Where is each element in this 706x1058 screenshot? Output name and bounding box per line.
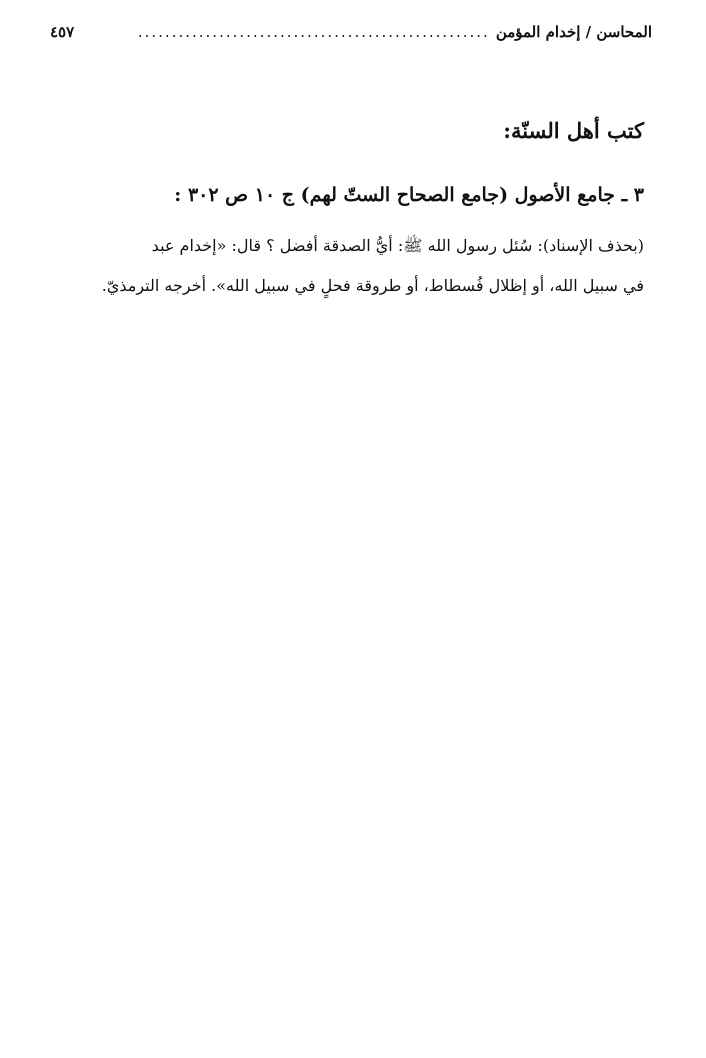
- body-line-1: (بحذف الإسناد): سُئل رسول الله ﷺ: أيُّ الصدقة أفضل ؟ قال: «إخدام عبد: [151, 236, 644, 255]
- reference-heading: ٣ ـ جامع الأصول (جامع الصحاح الستّ لهم) ج ١٠ ص ٣٠٢ :: [174, 184, 644, 206]
- running-header-leader-dots: ....................................................: [137, 23, 490, 41]
- body-paragraph: [54, 226, 644, 306]
- section-heading: كتب أهل السنّة:: [503, 118, 644, 143]
- body-line-2: في سبيل الله، أو إظلال فُسطاط، أو طروقة فحلٍ في سبيل الله». أخرجه الترمذيّ.: [101, 276, 644, 295]
- page-number: ٤٥٧: [50, 23, 75, 41]
- running-header-title: المحاسن / إخدام المؤمن: [495, 23, 652, 41]
- running-header: [50, 18, 652, 46]
